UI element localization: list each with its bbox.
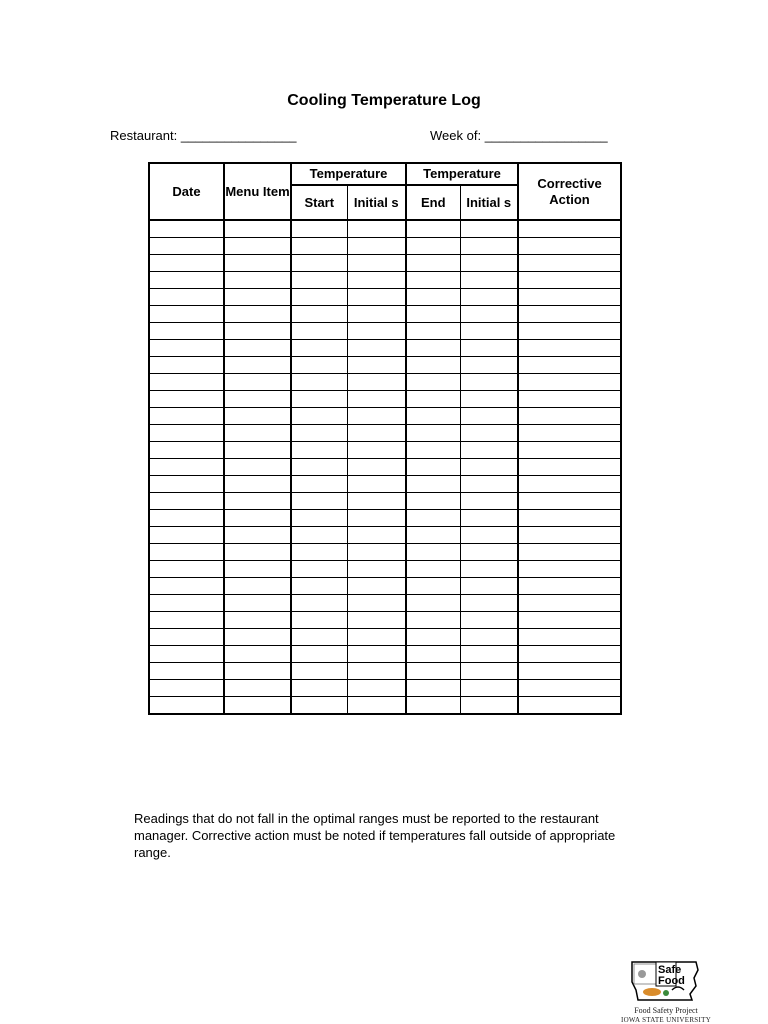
log-cell-action[interactable]: [518, 527, 621, 544]
log-cell-action[interactable]: [518, 374, 621, 391]
log-cell-initials2[interactable]: [460, 493, 518, 510]
log-cell-initials2[interactable]: [460, 408, 518, 425]
log-cell-initials1[interactable]: [347, 255, 406, 272]
log-cell-initials2[interactable]: [460, 578, 518, 595]
table-row: [149, 340, 621, 357]
log-cell-action[interactable]: [518, 493, 621, 510]
table-row: [149, 272, 621, 289]
log-cell-menu[interactable]: [224, 408, 291, 425]
log-cell-menu[interactable]: [224, 306, 291, 323]
log-cell-initials2[interactable]: [460, 391, 518, 408]
table-row: [149, 323, 621, 340]
log-cell-date[interactable]: [149, 323, 224, 340]
log-cell-date[interactable]: [149, 697, 224, 715]
table-row: [149, 612, 621, 629]
log-cell-initials1[interactable]: [347, 476, 406, 493]
log-cell-end[interactable]: [406, 289, 460, 306]
log-cell-start[interactable]: [291, 612, 347, 629]
cooling-log-table: [148, 162, 622, 715]
table-row: [149, 493, 621, 510]
log-cell-menu[interactable]: [224, 527, 291, 544]
log-cell-initials1[interactable]: [347, 459, 406, 476]
log-cell-end[interactable]: [406, 595, 460, 612]
log-cell-initials2[interactable]: [460, 697, 518, 715]
log-cell-date[interactable]: [149, 459, 224, 476]
log-cell-start[interactable]: [291, 323, 347, 340]
table-row: [149, 357, 621, 374]
log-cell-menu[interactable]: [224, 680, 291, 697]
log-cell-date[interactable]: [149, 561, 224, 578]
log-cell-initials1[interactable]: [347, 306, 406, 323]
log-cell-start[interactable]: [291, 697, 347, 715]
restaurant-blank-line[interactable]: ________________: [180, 128, 297, 143]
log-cell-initials2[interactable]: [460, 289, 518, 306]
log-cell-initials2[interactable]: [460, 476, 518, 493]
logo-caption-university: IOWA STATE UNIVERSITY: [620, 1016, 712, 1024]
log-cell-menu[interactable]: [224, 272, 291, 289]
log-cell-end[interactable]: [406, 646, 460, 663]
log-cell-initials1[interactable]: [347, 697, 406, 715]
table-row: [149, 255, 621, 272]
log-cell-action[interactable]: [518, 306, 621, 323]
table-row: [149, 561, 621, 578]
log-cell-end[interactable]: [406, 425, 460, 442]
log-cell-action[interactable]: [518, 442, 621, 459]
log-cell-initials1[interactable]: [347, 272, 406, 289]
log-cell-menu[interactable]: [224, 646, 291, 663]
log-cell-end[interactable]: [406, 680, 460, 697]
log-cell-initials1[interactable]: [347, 391, 406, 408]
log-cell-date[interactable]: [149, 220, 224, 238]
log-cell-menu[interactable]: [224, 357, 291, 374]
log-cell-menu[interactable]: [224, 255, 291, 272]
log-cell-action[interactable]: [518, 459, 621, 476]
log-cell-start[interactable]: [291, 374, 347, 391]
log-cell-end[interactable]: [406, 544, 460, 561]
log-cell-action[interactable]: [518, 357, 621, 374]
log-cell-menu[interactable]: [224, 578, 291, 595]
log-cell-end[interactable]: [406, 612, 460, 629]
header-temperature-end-group: Temperature: [406, 163, 518, 185]
log-cell-action[interactable]: [518, 289, 621, 306]
log-cell-end[interactable]: [406, 527, 460, 544]
table-row: [149, 697, 621, 715]
log-cell-start[interactable]: [291, 561, 347, 578]
logo-word-food: Food: [658, 975, 685, 987]
log-cell-end[interactable]: [406, 629, 460, 646]
log-cell-action[interactable]: [518, 340, 621, 357]
header-initials-1: Initial s: [347, 185, 406, 220]
log-cell-end[interactable]: [406, 323, 460, 340]
log-cell-date[interactable]: [149, 663, 224, 680]
log-cell-initials1[interactable]: [347, 544, 406, 561]
log-cell-action[interactable]: [518, 680, 621, 697]
log-cell-initials1[interactable]: [347, 629, 406, 646]
log-cell-action[interactable]: [518, 323, 621, 340]
log-cell-action[interactable]: [518, 510, 621, 527]
log-cell-menu[interactable]: [224, 323, 291, 340]
log-cell-action[interactable]: [518, 578, 621, 595]
header-temperature-start-group: Temperature: [291, 163, 406, 185]
log-cell-menu[interactable]: [224, 289, 291, 306]
log-cell-start[interactable]: [291, 238, 347, 255]
log-cell-initials1[interactable]: [347, 680, 406, 697]
log-cell-menu[interactable]: [224, 510, 291, 527]
log-cell-initials2[interactable]: [460, 510, 518, 527]
log-cell-date[interactable]: [149, 425, 224, 442]
log-cell-initials2[interactable]: [460, 527, 518, 544]
log-cell-menu[interactable]: [224, 663, 291, 680]
log-cell-start[interactable]: [291, 220, 347, 238]
log-cell-initials2[interactable]: [460, 357, 518, 374]
header-end: End: [406, 185, 460, 220]
log-cell-initials1[interactable]: [347, 493, 406, 510]
log-cell-date[interactable]: [149, 408, 224, 425]
log-cell-initials1[interactable]: [347, 646, 406, 663]
log-cell-initials2[interactable]: [460, 680, 518, 697]
header-menu-item: Menu Item: [224, 163, 291, 220]
log-cell-initials1[interactable]: [347, 357, 406, 374]
log-cell-start[interactable]: [291, 578, 347, 595]
log-cell-date[interactable]: [149, 629, 224, 646]
table-row: [149, 306, 621, 323]
log-cell-start[interactable]: [291, 680, 347, 697]
log-cell-initials2[interactable]: [460, 629, 518, 646]
log-cell-action[interactable]: [518, 663, 621, 680]
log-cell-start[interactable]: [291, 595, 347, 612]
log-cell-initials2[interactable]: [460, 425, 518, 442]
week-of-blank-line[interactable]: _________________: [484, 128, 608, 143]
log-cell-date[interactable]: [149, 527, 224, 544]
log-cell-initials2[interactable]: [460, 238, 518, 255]
log-cell-start[interactable]: [291, 391, 347, 408]
log-cell-initials1[interactable]: [347, 578, 406, 595]
log-cell-start[interactable]: [291, 357, 347, 374]
log-cell-end[interactable]: [406, 255, 460, 272]
log-cell-menu[interactable]: [224, 493, 291, 510]
log-cell-start[interactable]: [291, 306, 347, 323]
log-cell-date[interactable]: [149, 612, 224, 629]
log-cell-menu[interactable]: [224, 561, 291, 578]
log-cell-action[interactable]: [518, 476, 621, 493]
log-cell-initials1[interactable]: [347, 527, 406, 544]
log-cell-date[interactable]: [149, 680, 224, 697]
log-cell-start[interactable]: [291, 425, 347, 442]
log-cell-menu[interactable]: [224, 595, 291, 612]
table-row: [149, 459, 621, 476]
log-cell-end[interactable]: [406, 374, 460, 391]
log-cell-menu[interactable]: [224, 220, 291, 238]
log-cell-menu[interactable]: [224, 374, 291, 391]
table-row: [149, 527, 621, 544]
log-cell-initials2[interactable]: [460, 306, 518, 323]
log-cell-initials2[interactable]: [460, 595, 518, 612]
table-row: [149, 425, 621, 442]
log-cell-end[interactable]: [406, 340, 460, 357]
log-cell-end[interactable]: [406, 306, 460, 323]
log-cell-start[interactable]: [291, 340, 347, 357]
log-cell-date[interactable]: [149, 272, 224, 289]
logo-word-safe: Safe: [658, 964, 682, 976]
log-cell-initials2[interactable]: [460, 459, 518, 476]
log-cell-end[interactable]: [406, 357, 460, 374]
page-title: Cooling Temperature Log: [287, 92, 481, 109]
log-cell-initials2[interactable]: [460, 323, 518, 340]
log-cell-start[interactable]: [291, 459, 347, 476]
table-row: [149, 374, 621, 391]
log-cell-date[interactable]: [149, 493, 224, 510]
log-cell-end[interactable]: [406, 476, 460, 493]
log-cell-start[interactable]: [291, 255, 347, 272]
log-cell-initials2[interactable]: [460, 340, 518, 357]
log-cell-initials2[interactable]: [460, 374, 518, 391]
log-cell-end[interactable]: [406, 697, 460, 715]
log-cell-initials1[interactable]: [347, 374, 406, 391]
log-cell-menu[interactable]: [224, 459, 291, 476]
log-cell-initials2[interactable]: [460, 255, 518, 272]
log-cell-start[interactable]: [291, 442, 347, 459]
log-cell-start[interactable]: [291, 544, 347, 561]
log-cell-initials2[interactable]: [460, 442, 518, 459]
log-cell-action[interactable]: [518, 391, 621, 408]
log-cell-date[interactable]: [149, 340, 224, 357]
log-cell-action[interactable]: [518, 544, 621, 561]
week-of-field[interactable]: [430, 128, 608, 143]
log-cell-initials1[interactable]: [347, 425, 406, 442]
log-cell-start[interactable]: [291, 272, 347, 289]
log-cell-date[interactable]: [149, 510, 224, 527]
table-row: [149, 510, 621, 527]
log-cell-action[interactable]: [518, 561, 621, 578]
log-cell-date[interactable]: [149, 357, 224, 374]
table-row: [149, 595, 621, 612]
table-row: [149, 289, 621, 306]
instructions-note: Readings that do not fall in the optimal ranges must be reported to the restaurant manager. Corrective action must be noted if temperatures fall outside of appropriate range.: [134, 811, 616, 860]
log-cell-menu[interactable]: [224, 476, 291, 493]
table-row: [149, 408, 621, 425]
log-cell-action[interactable]: [518, 425, 621, 442]
header-date: Date: [149, 163, 224, 220]
table-row: [149, 663, 621, 680]
log-cell-end[interactable]: [406, 578, 460, 595]
log-cell-initials1[interactable]: [347, 442, 406, 459]
log-cell-start[interactable]: [291, 289, 347, 306]
restaurant-field[interactable]: [110, 128, 297, 143]
log-cell-initials1[interactable]: [347, 408, 406, 425]
log-cell-date[interactable]: [149, 306, 224, 323]
log-cell-initials2[interactable]: [460, 220, 518, 238]
log-cell-menu[interactable]: [224, 544, 291, 561]
log-cell-start[interactable]: [291, 493, 347, 510]
log-cell-action[interactable]: [518, 697, 621, 715]
logo-caption-project: Food Safety Project: [634, 1006, 698, 1015]
log-cell-end[interactable]: [406, 663, 460, 680]
log-cell-action[interactable]: [518, 612, 621, 629]
table-row: [149, 544, 621, 561]
log-cell-date[interactable]: [149, 442, 224, 459]
restaurant-label: Restaurant:: [110, 128, 178, 143]
log-cell-end[interactable]: [406, 459, 460, 476]
log-cell-initials1[interactable]: [347, 340, 406, 357]
log-cell-end[interactable]: [406, 220, 460, 238]
log-cell-date[interactable]: [149, 595, 224, 612]
log-cell-initials2[interactable]: [460, 561, 518, 578]
table-row: [149, 646, 621, 663]
log-cell-initials1[interactable]: [347, 595, 406, 612]
log-cell-initials1[interactable]: [347, 238, 406, 255]
log-cell-end[interactable]: [406, 493, 460, 510]
log-cell-start[interactable]: [291, 510, 347, 527]
log-cell-end[interactable]: [406, 510, 460, 527]
log-cell-action[interactable]: [518, 220, 621, 238]
log-cell-end[interactable]: [406, 561, 460, 578]
log-cell-menu[interactable]: [224, 425, 291, 442]
safe-food-logo: [612, 960, 720, 1024]
log-cell-initials2[interactable]: [460, 646, 518, 663]
log-cell-initials2[interactable]: [460, 612, 518, 629]
log-cell-action[interactable]: [518, 238, 621, 255]
log-cell-end[interactable]: [406, 391, 460, 408]
log-cell-menu[interactable]: [224, 612, 291, 629]
log-cell-start[interactable]: [291, 476, 347, 493]
log-cell-end[interactable]: [406, 442, 460, 459]
log-cell-date[interactable]: [149, 238, 224, 255]
header-initials-2: Initial s: [460, 185, 518, 220]
log-cell-action[interactable]: [518, 595, 621, 612]
log-cell-start[interactable]: [291, 629, 347, 646]
table-row: [149, 442, 621, 459]
header-start: Start: [291, 185, 347, 220]
log-cell-end[interactable]: [406, 408, 460, 425]
log-cell-end[interactable]: [406, 272, 460, 289]
table-row: [149, 238, 621, 255]
log-cell-start[interactable]: [291, 646, 347, 663]
table-row: [149, 391, 621, 408]
log-cell-action[interactable]: [518, 255, 621, 272]
log-table-body: [149, 220, 621, 714]
table-row: [149, 629, 621, 646]
log-cell-initials2[interactable]: [460, 544, 518, 561]
log-cell-initials2[interactable]: [460, 663, 518, 680]
log-cell-menu[interactable]: [224, 629, 291, 646]
log-cell-start[interactable]: [291, 527, 347, 544]
table-row: [149, 476, 621, 493]
log-cell-menu[interactable]: [224, 391, 291, 408]
log-cell-date[interactable]: [149, 476, 224, 493]
log-cell-start[interactable]: [291, 408, 347, 425]
log-cell-date[interactable]: [149, 544, 224, 561]
log-cell-initials1[interactable]: [347, 561, 406, 578]
log-cell-action[interactable]: [518, 629, 621, 646]
table-row: [149, 578, 621, 595]
log-cell-end[interactable]: [406, 238, 460, 255]
log-cell-menu[interactable]: [224, 442, 291, 459]
log-cell-initials1[interactable]: [347, 220, 406, 238]
log-cell-date[interactable]: [149, 646, 224, 663]
log-cell-initials1[interactable]: [347, 510, 406, 527]
log-cell-initials1[interactable]: [347, 323, 406, 340]
log-cell-action[interactable]: [518, 272, 621, 289]
log-cell-date[interactable]: [149, 255, 224, 272]
log-cell-initials1[interactable]: [347, 663, 406, 680]
log-cell-initials2[interactable]: [460, 272, 518, 289]
log-cell-menu[interactable]: [224, 340, 291, 357]
log-cell-start[interactable]: [291, 663, 347, 680]
table-row: [149, 220, 621, 238]
log-cell-initials1[interactable]: [347, 612, 406, 629]
log-cell-date[interactable]: [149, 374, 224, 391]
log-cell-date[interactable]: [149, 391, 224, 408]
log-cell-date[interactable]: [149, 289, 224, 306]
header-corrective-action: Corrective Action: [518, 163, 621, 220]
table-row: [149, 680, 621, 697]
log-cell-action[interactable]: [518, 408, 621, 425]
log-cell-action[interactable]: [518, 646, 621, 663]
log-cell-date[interactable]: [149, 578, 224, 595]
log-cell-menu[interactable]: [224, 697, 291, 715]
week-of-label: Week of:: [430, 128, 482, 143]
log-cell-initials1[interactable]: [347, 289, 406, 306]
log-cell-menu[interactable]: [224, 238, 291, 255]
